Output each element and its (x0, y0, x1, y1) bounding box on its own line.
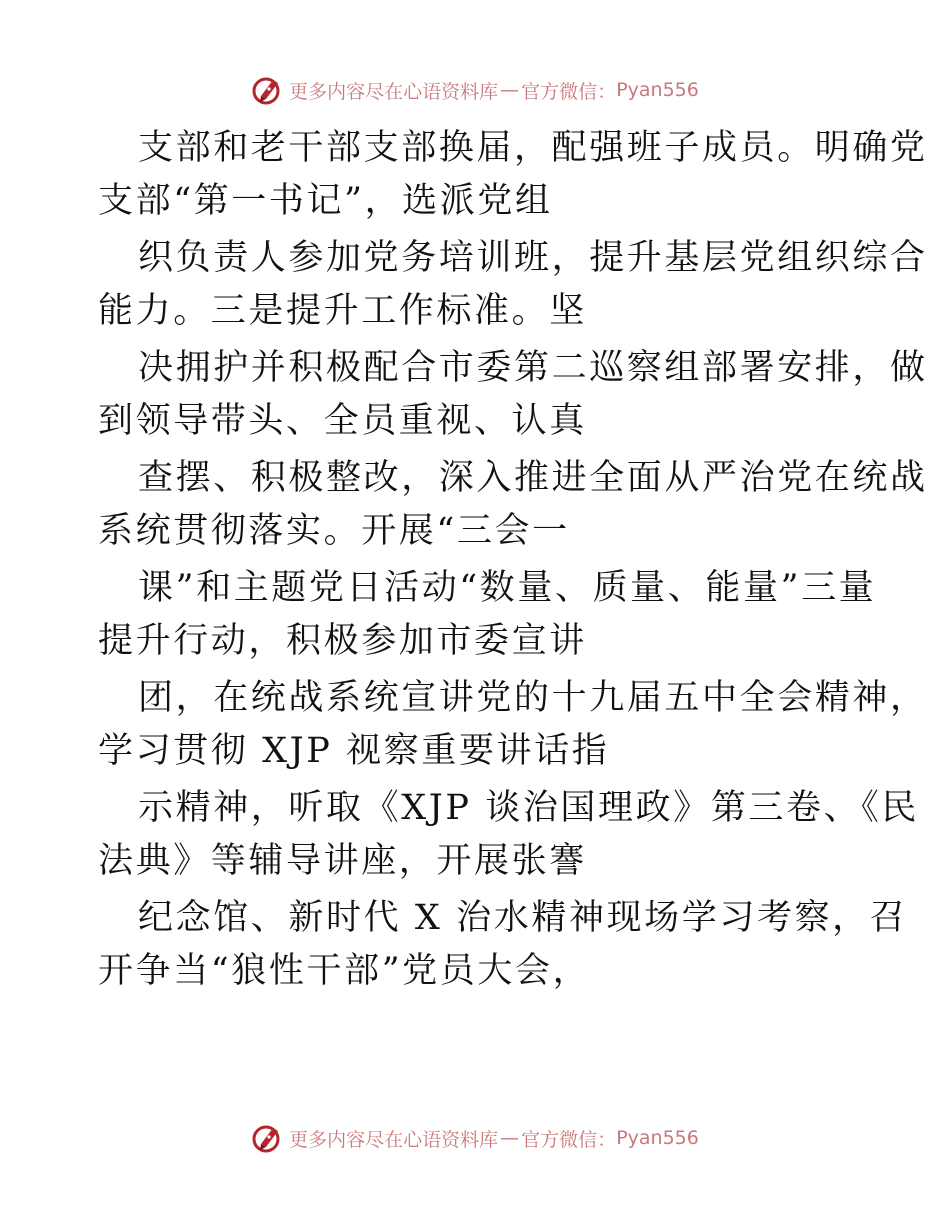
paragraph-3 (98, 342, 928, 448)
paragraph-line: 系统贯彻落实。开展“三会一 (98, 511, 570, 551)
footer-wechat-id: Pyan556 (616, 1127, 699, 1149)
paragraph-2 (98, 232, 928, 338)
paragraph-line: 课”和主题党日活动“数量、质量、能量”三量 (138, 568, 877, 608)
paragraph-line: 团，在统战系统宣讲党的十九届五中全会精神， (138, 678, 928, 718)
paragraph-line: 织负责人参加党务培训班，提升基层党组织综合 (138, 238, 928, 278)
paragraph-line: 查摆、积极整改，深入推进全面从严治党在统战 (138, 458, 928, 498)
paragraph-line: 提升行动，积极参加市委宣讲 (98, 621, 587, 661)
paragraph-line: 支部和老干部支部换届，配强班子成员。明确党 (138, 128, 928, 168)
paragraph-line: 学习贯彻 XJP 视察重要讲话指 (98, 731, 610, 771)
paragraph-line: 决拥护并积极配合市委第二巡察组部署安排，做 (138, 348, 928, 388)
paragraph-line: 支部“第一书记”，选派党组 (98, 181, 553, 221)
document-body (98, 122, 928, 1002)
paragraph-7 (98, 782, 919, 888)
footer-separator: — (500, 1127, 520, 1149)
header-separator: — (500, 79, 520, 101)
footer-wechat-label: 官方微信： (521, 1128, 617, 1151)
paragraph-line: 法典》等辅导讲座，开展张謇 (98, 841, 587, 881)
paragraph-5 (98, 562, 877, 668)
paragraph-8 (98, 892, 908, 998)
header-text: 更多内容尽在心语资料库 (289, 80, 499, 103)
paragraph-line: 纪念馆、新时代 X 治水精神现场学习考察，召 (138, 898, 908, 938)
red-pen-nib-circle-icon (251, 74, 283, 106)
header-banner (0, 72, 950, 108)
header-wechat-label: 官方微信： (521, 80, 617, 103)
footer-text: 更多内容尽在心语资料库 (289, 1128, 499, 1151)
header-wechat-id: Pyan556 (616, 79, 699, 101)
paragraph-1 (98, 122, 928, 228)
paragraph-6 (98, 672, 928, 778)
paragraph-line: 示精神，听取《XJP 谈治国理政》第三卷、《民 (138, 788, 919, 828)
paragraph-line: 能力。三是提升工作标准。坚 (98, 291, 587, 331)
paragraph-4 (98, 452, 928, 558)
footer-banner (0, 1120, 950, 1156)
paragraph-line: 开争当“狼性干部”党员大会， (98, 951, 591, 991)
paragraph-line: 到领导带头、全员重视、认真 (98, 401, 587, 441)
red-pen-nib-circle-icon (251, 1122, 283, 1154)
